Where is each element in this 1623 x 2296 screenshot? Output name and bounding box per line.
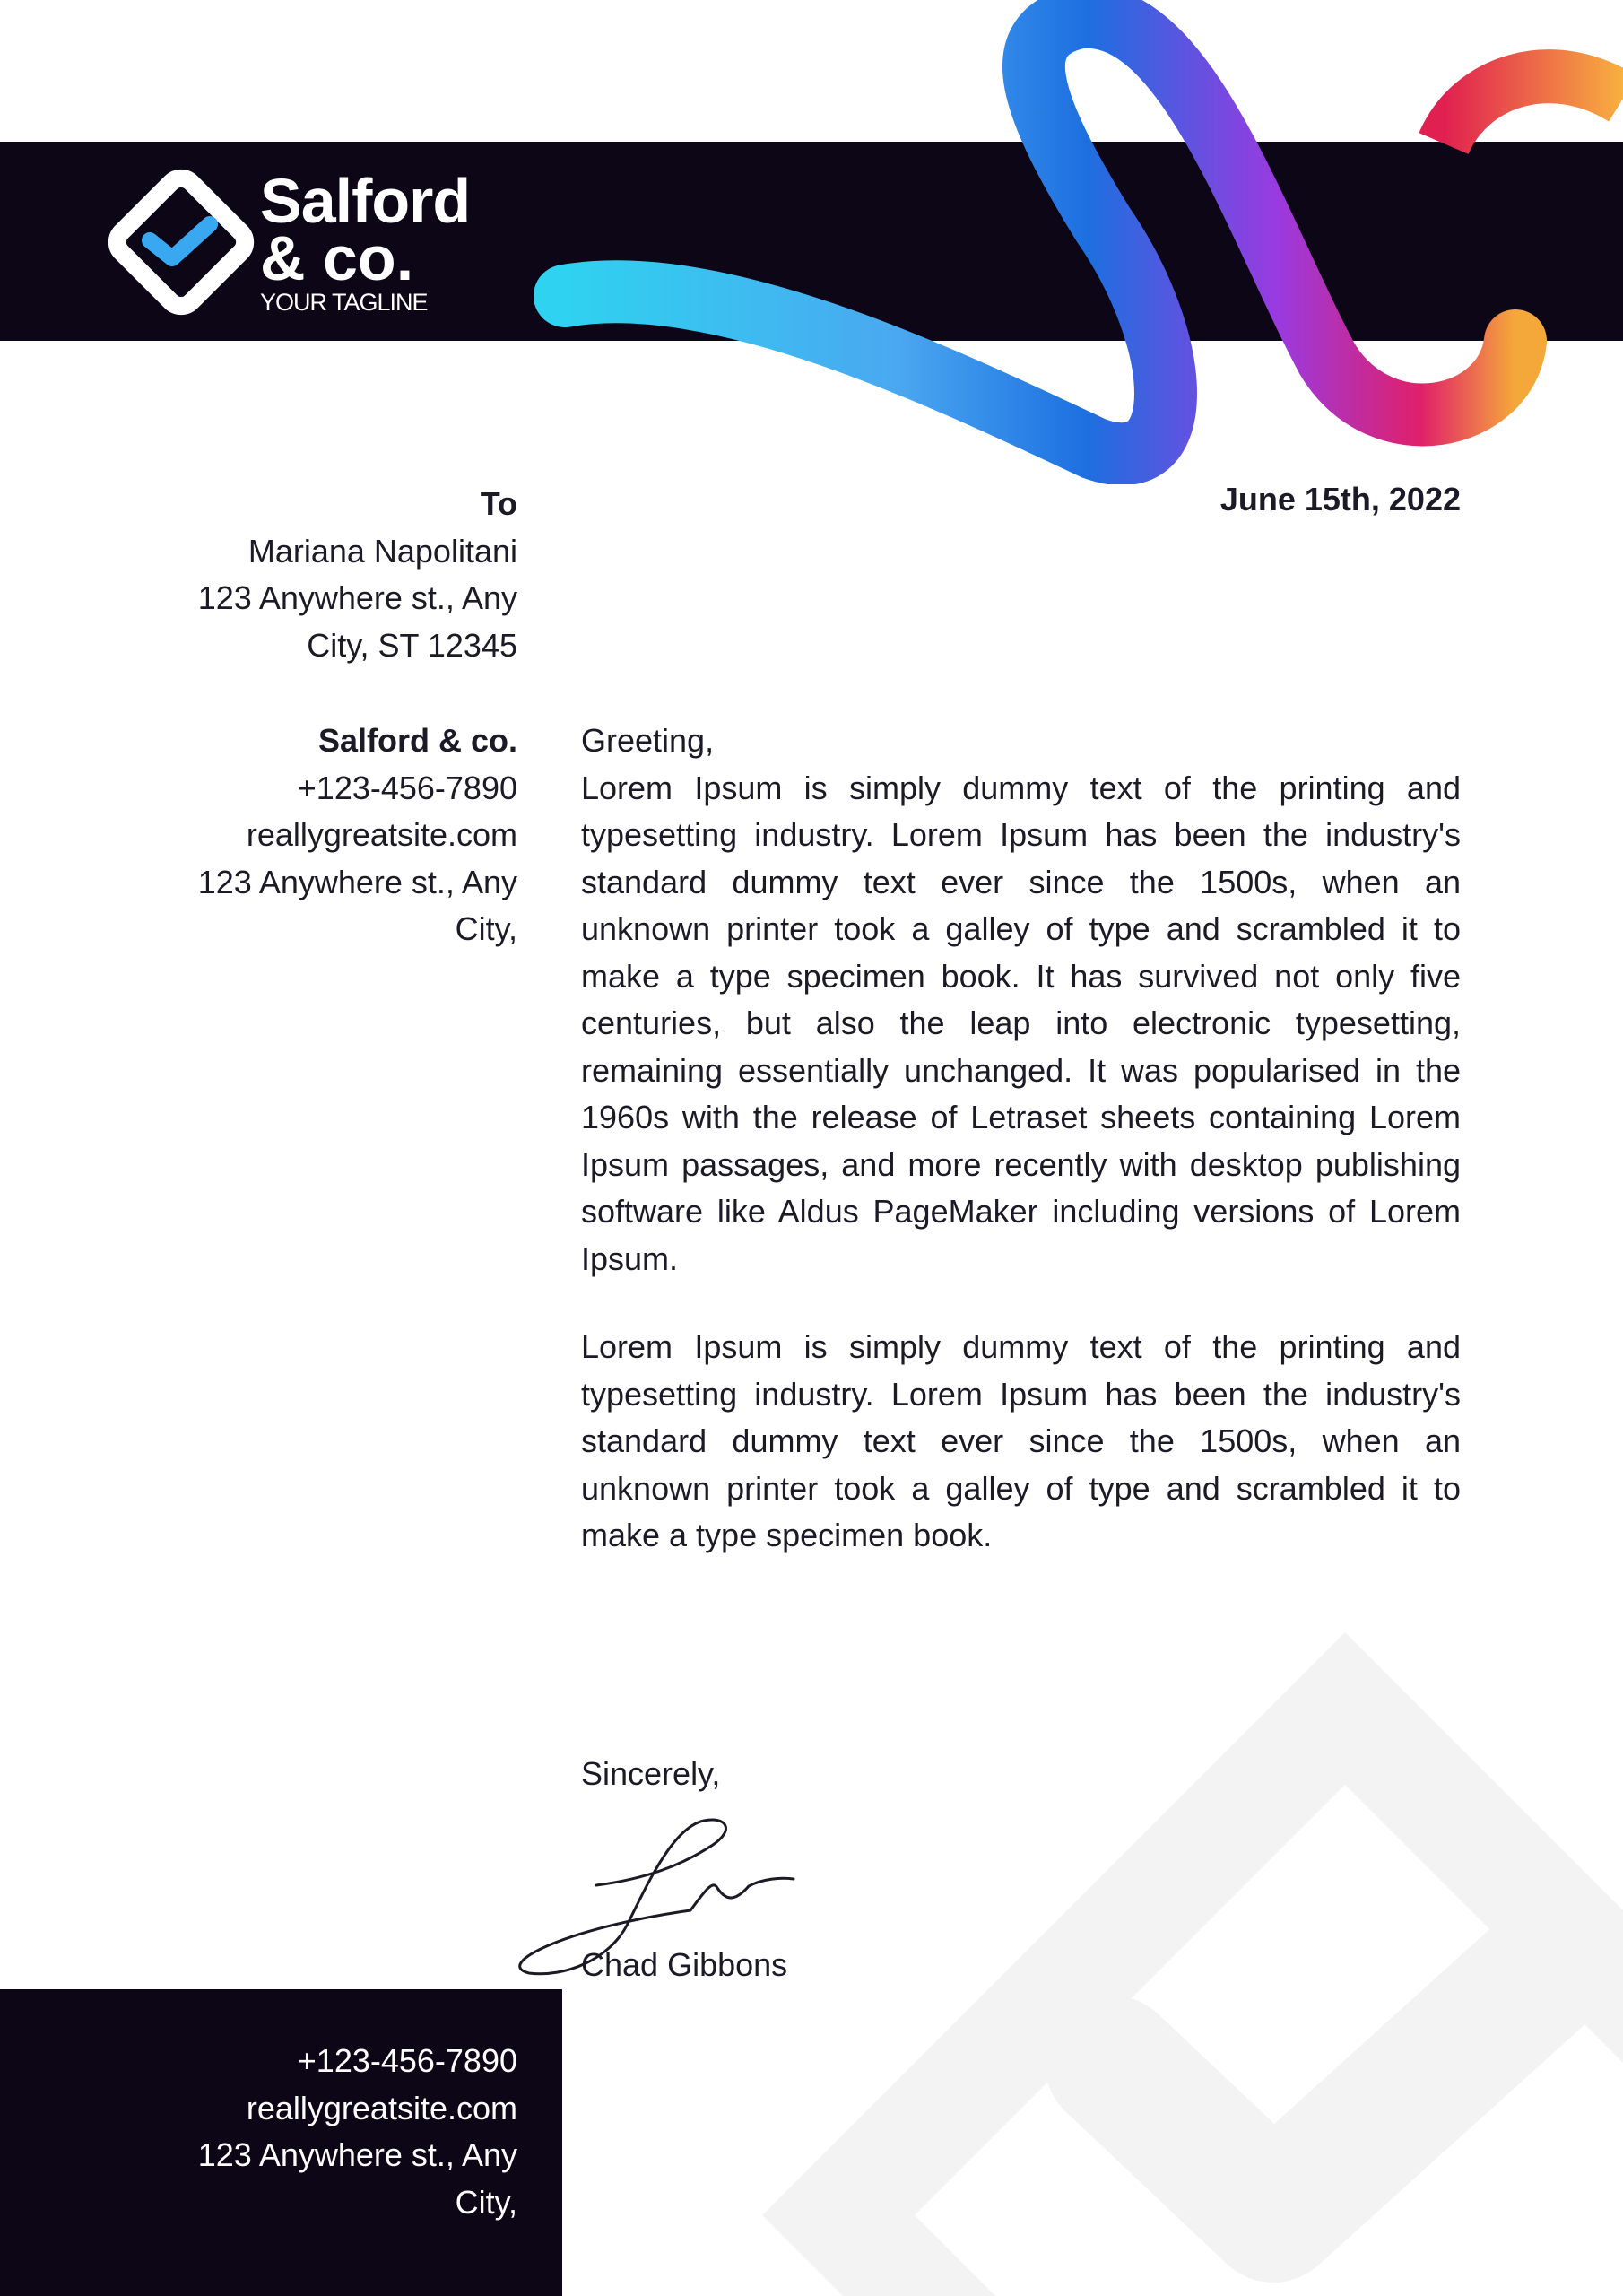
brand-tagline: YOUR TAGLINE [260, 289, 428, 316]
recipient-block [141, 481, 517, 669]
brand-name [260, 166, 471, 317]
footer-address-line2: City, [455, 2183, 517, 2221]
greeting: Greeting, [581, 722, 715, 759]
recipient-address-line2: City, ST 12345 [307, 626, 517, 664]
footer-website: reallygreatsite.com [246, 2089, 517, 2126]
letter-body [581, 718, 1461, 1560]
recipient-label: To [480, 485, 517, 522]
sender-name: Salford & co. [317, 722, 517, 759]
paragraph-2: Lorem Ipsum is simply dummy text of the printing and typesetting industry. Lorem Ipsum has been the industry's standard dummy text ever since the 1500s, when an unknown printer took a galley of type and scrambled it to make a type specimen book. [581, 1328, 1461, 1553]
footer-contact [0, 1989, 562, 2296]
footer-phone: +123-456-7890 [297, 2042, 517, 2079]
paragraph-1: Lorem Ipsum is simply dummy text of the printing and typesetting industry. Lorem Ipsum has been the industry's standard dummy text ever since the 1500s, when an unknown printer took a galley of type and scrambled it to make a type specimen book. It has survived not only five centuries, but also the leap into electronic typesetting, remaining essentially unchanged. It was popularised in the 1960s with the release of Letraset sheets containing Lorem Ipsum passages, and more recently with desktop publishing software like Aldus PageMaker including versions of Lorem Ipsum. [581, 769, 1461, 1277]
recipient-address-line1: 123 Anywhere st., Any [197, 579, 517, 616]
sender-address-line2: City, [455, 910, 517, 947]
sender-website: reallygreatsite.com [246, 816, 517, 853]
signatory-name: Chad Gibbons [581, 1946, 788, 1983]
letter-date: June 15th, 2022 [1219, 481, 1461, 517]
recipient-name: Mariana Napolitani [247, 532, 517, 570]
sender-phone: +123-456-7890 [297, 769, 517, 806]
closing: Sincerely, [581, 1755, 721, 1792]
footer-address-line1: 123 Anywhere st., Any [197, 2136, 517, 2173]
brand-name-line1: Salford [260, 166, 471, 236]
sender-block [141, 718, 517, 953]
logo-icon [100, 161, 262, 323]
brand-name-line2: & co. [260, 223, 414, 293]
sender-address-line1: 123 Anywhere st., Any [197, 863, 517, 900]
